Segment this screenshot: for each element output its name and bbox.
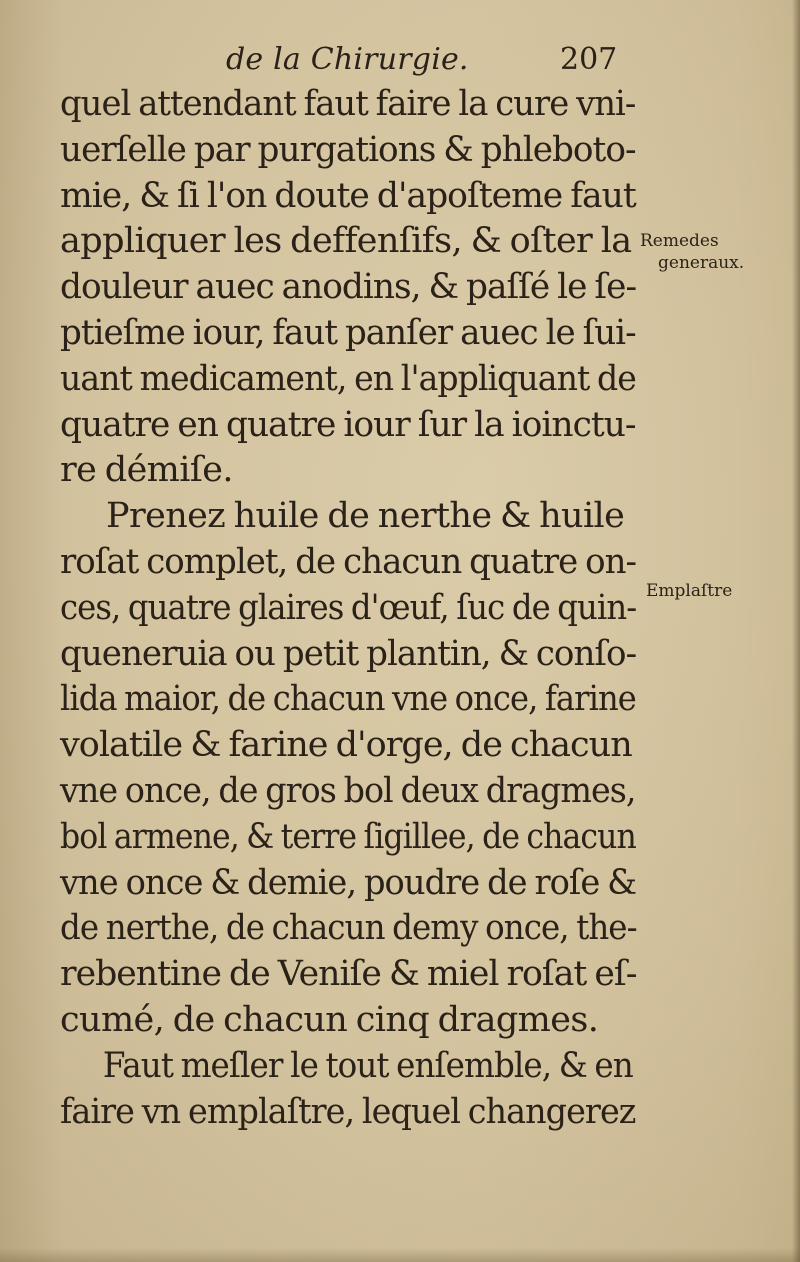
running-head: de la Chirurgie.	[226, 42, 469, 77]
page-number: 207	[560, 42, 618, 77]
text-line: mie, & ſi l'on doute d'apoſteme faut	[60, 175, 636, 216]
margin-note-emplastre: Emplaſtre	[646, 581, 733, 601]
margin-note-remedes	[640, 230, 744, 274]
paragraph-start-line: Faut meſler le tout enſemble, & en	[102, 1045, 633, 1086]
text-line: queneruia ou petit plantin, & conſo-	[60, 633, 637, 674]
text-line: rebentine de Veniſe & miel roſat eſ-	[60, 954, 637, 995]
text-line: roſat complet, de chacun quatre on-	[60, 541, 637, 582]
page-edge-shadow	[792, 0, 800, 1262]
text-line: quel attendant faut faire la cure vni-	[60, 84, 636, 124]
text-line: faire vn emplaſtre, lequel changerez	[60, 1091, 636, 1132]
margin-note-line: generaux.	[658, 253, 745, 273]
text-line: cumé, de chacun cinq dragmes.	[60, 999, 599, 1040]
margin-note-line: Remedes	[640, 231, 719, 251]
text-line: uerſelle par purgations & phleboto-	[60, 129, 636, 170]
text-line: vne once & demie, poudre de roſe &	[60, 862, 637, 903]
body-text	[60, 82, 636, 1135]
text-line: re démiſe.	[60, 450, 233, 491]
text-line: vne once, de gros bol deux dragmes,	[60, 770, 636, 811]
text-line: ptieſme iour, faut panſer auec le ſui-	[60, 312, 636, 353]
text-line: uant medicament, en l'appliquant de	[60, 358, 636, 399]
text-line: lida maior, de chacun vne once, farine	[60, 679, 636, 720]
page-bottom-shadow	[0, 1248, 800, 1262]
text-line: ces, quatre glaires d'œuf, ſuc de quin-	[60, 587, 637, 628]
text-line: bol armene, & terre ſigillee, de chacun	[60, 816, 636, 857]
text-line: de nerthe, de chacun demy once, the-	[60, 908, 637, 949]
text-line: douleur auec anodins, & paſſé le ſe-	[60, 267, 637, 308]
text-line: volatile & farine d'orge, de chacun	[60, 725, 632, 766]
page-header	[0, 38, 800, 82]
text-line: quatre en quatre iour ſur la ioinctu-	[60, 404, 636, 445]
text-line: appliquer les deffenſifs, & oſter la	[60, 221, 632, 262]
paragraph-start-line: Prenez huile de nerthe & huile	[106, 496, 625, 537]
